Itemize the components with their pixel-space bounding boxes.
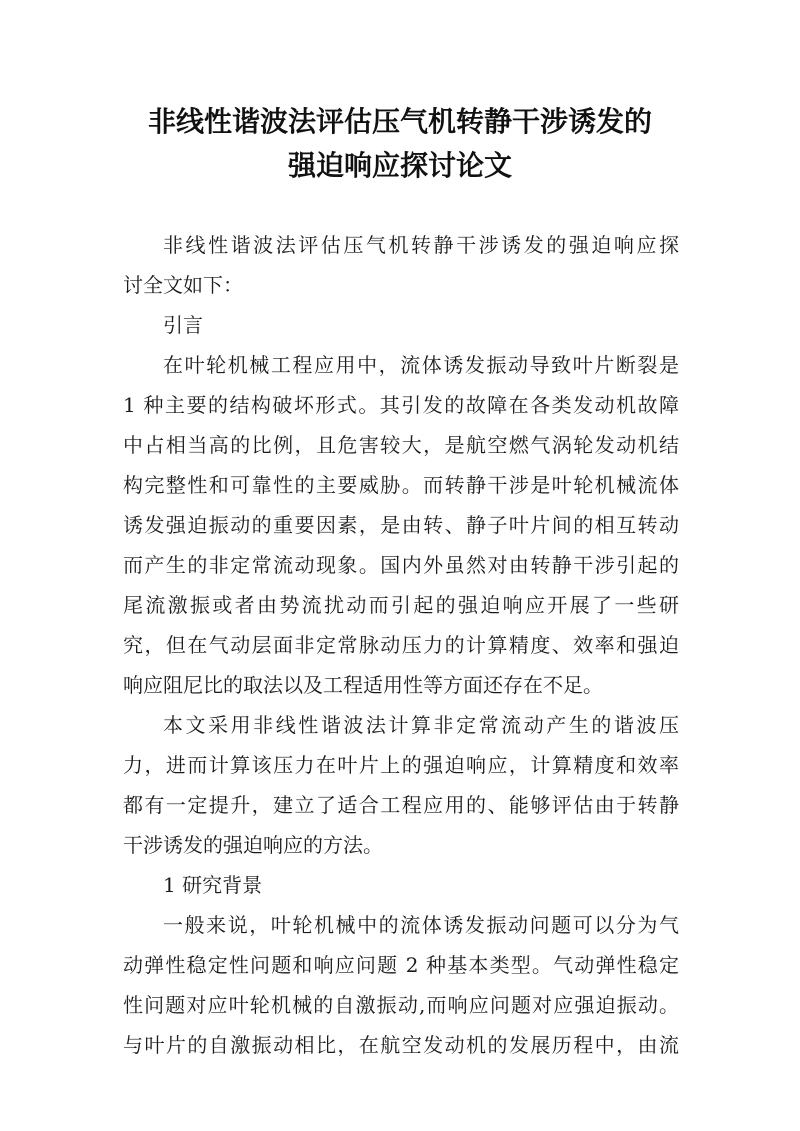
document-title-line-1: 非线性谐波法评估压气机转静干涉诱发的 bbox=[147, 105, 652, 138]
body-line: 中占相当高的比例，且危害较大，是航空燃气涡轮发动机结 bbox=[123, 433, 679, 457]
body-line: 究，但在气动层面非定常脉动压力的计算精度、效率和强迫 bbox=[123, 633, 679, 657]
body-line: 都有一定提升，建立了适合工程应用的、能够评估由于转静 bbox=[123, 793, 679, 817]
body-line: 诱发强迫振动的重要因素，是由转、静子叶片间的相互转动 bbox=[123, 513, 679, 537]
body-line: 本文采用非线性谐波法计算非定常流动产生的谐波压 bbox=[163, 713, 679, 737]
body-line: 构完整性和可靠性的主要威胁。而转静干涉是叶轮机械流体 bbox=[123, 473, 679, 497]
body-line: 尾流激振或者由势流扰动而引起的强迫响应开展了一些研 bbox=[123, 593, 679, 617]
body-line: 1 种主要的结构破坏形式。其引发的故障在各类发动机故障 bbox=[123, 393, 679, 417]
body-line: 非线性谐波法评估压气机转静干涉诱发的强迫响应探 bbox=[163, 233, 679, 257]
body-line: 响应阻尼比的取法以及工程适用性等方面还存在不足。 bbox=[123, 673, 603, 697]
body-line: 在叶轮机械工程应用中，流体诱发振动导致叶片断裂是 bbox=[163, 353, 679, 377]
body-line: 干涉诱发的强迫响应的方法。 bbox=[123, 833, 383, 857]
body-line: 而产生的非定常流动现象。国内外虽然对由转静干涉引起的 bbox=[123, 553, 679, 577]
body-line: 一般来说，叶轮机械中的流体诱发振动问题可以分为气 bbox=[163, 913, 679, 937]
section-heading-background: 1 研究背景 bbox=[163, 873, 263, 897]
body-line: 与叶片的自激振动相比，在航空发动机的发展历程中，由流 bbox=[123, 1033, 679, 1057]
document-title-line-2: 强迫响应探讨论文 bbox=[287, 149, 512, 182]
body-line: 性问题对应叶轮机械的自激振动,而响应问题对应强迫振动。 bbox=[123, 993, 679, 1017]
body-line: 讨全文如下： bbox=[123, 273, 243, 297]
body-line: 动弹性稳定性问题和响应问题 2 种基本类型。气动弹性稳定 bbox=[123, 953, 679, 977]
body-line: 力，进而计算该压力在叶片上的强迫响应，计算精度和效率 bbox=[123, 753, 679, 777]
section-heading-introduction: 引言 bbox=[163, 313, 203, 337]
